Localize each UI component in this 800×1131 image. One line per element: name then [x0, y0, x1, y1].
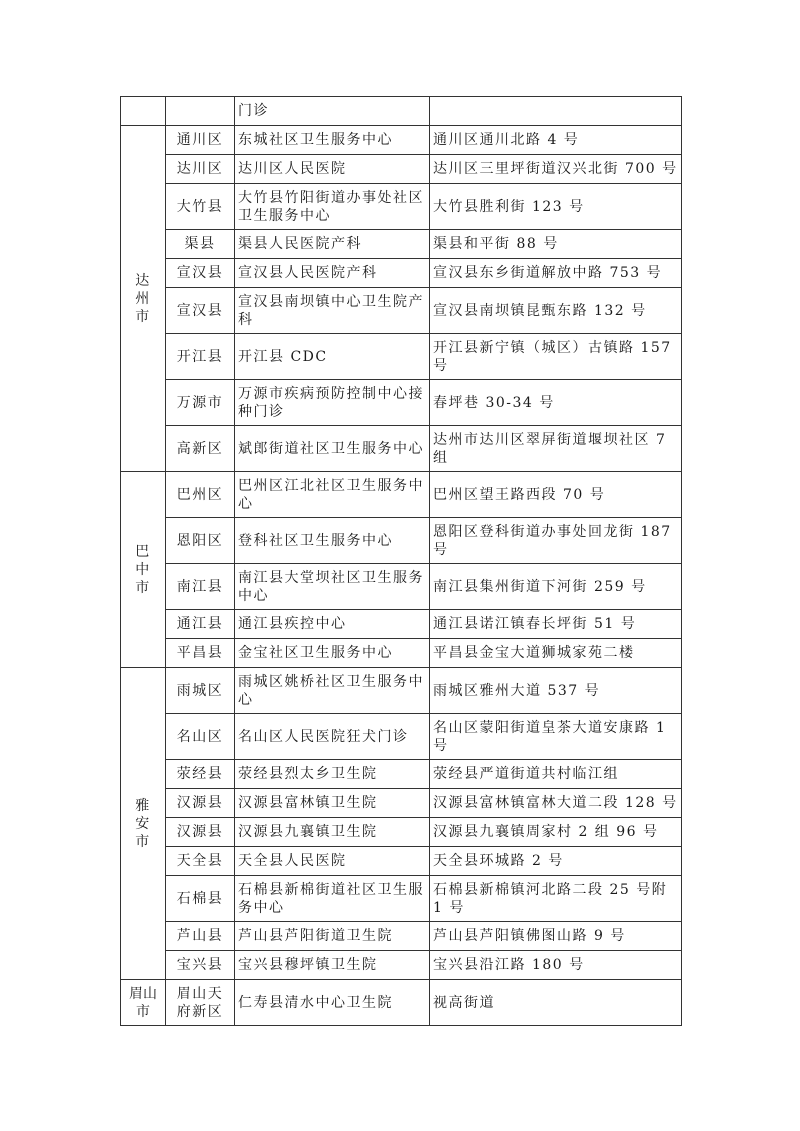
site-cell: 达川区人民医院: [235, 155, 430, 184]
city-cell-empty: [121, 97, 166, 126]
site-cell: 石棉县新棉街道社区卫生服务中心: [235, 876, 430, 922]
table-row: [121, 288, 682, 334]
district-cell: 汉源县: [166, 818, 235, 847]
address-cell: 汉源县九襄镇周家村 2 组 96 号: [430, 818, 682, 847]
district-cell: 通川区: [166, 126, 235, 155]
district-cell: 宣汉县: [166, 259, 235, 288]
district-cell: 汉源县: [166, 789, 235, 818]
district-cell: 石棉县: [166, 876, 235, 922]
city-cell-bazhong: 巴中市: [121, 472, 166, 668]
address-cell: 达川区三里坪街道汉兴北街 700 号: [430, 155, 682, 184]
district-cell-empty: [166, 97, 235, 126]
address-cell: 渠县和平街 88 号: [430, 230, 682, 259]
table-row: [121, 639, 682, 668]
site-cell: 宝兴县穆坪镇卫生院: [235, 951, 430, 980]
district-cell: 开江县: [166, 334, 235, 380]
address-cell: 宣汉县南坝镇昆甄东路 132 号: [430, 288, 682, 334]
site-cell: 芦山县芦阳街道卫生院: [235, 922, 430, 951]
table-row: [121, 259, 682, 288]
district-cell: 宝兴县: [166, 951, 235, 980]
address-cell: 通川区通川北路 4 号: [430, 126, 682, 155]
table-row: [121, 847, 682, 876]
site-cell: 渠县人民医院产科: [235, 230, 430, 259]
district-cell: 宣汉县: [166, 288, 235, 334]
site-cell: 门诊: [235, 97, 430, 126]
site-cell: 巴州区江北社区卫生服务中心: [235, 472, 430, 518]
district-cell: 芦山县: [166, 922, 235, 951]
district-cell: 眉山天府新区: [166, 980, 235, 1026]
table-row: [121, 426, 682, 472]
table-row: [121, 876, 682, 922]
district-cell: 万源市: [166, 380, 235, 426]
address-cell: 通江县诺江镇春长坪街 51 号: [430, 610, 682, 639]
site-cell: 汉源县九襄镇卫生院: [235, 818, 430, 847]
city-cell-yaan: 雅安市: [121, 668, 166, 980]
site-cell: 登科社区卫生服务中心: [235, 518, 430, 564]
address-cell: 名山区蒙阳街道皇茶大道安康路 1 号: [430, 714, 682, 760]
address-cell: 达州市达川区翠屏街道堰坝社区 7 组: [430, 426, 682, 472]
site-cell: 荥经县烈太乡卫生院: [235, 760, 430, 789]
table-row: [121, 155, 682, 184]
city-cell-meishan: 眉山市: [121, 980, 166, 1026]
site-cell: 雨城区姚桥社区卫生服务中心: [235, 668, 430, 714]
table-row: [121, 97, 682, 126]
district-cell: 南江县: [166, 564, 235, 610]
table-row: [121, 668, 682, 714]
address-cell: 南江县集州街道下河街 259 号: [430, 564, 682, 610]
site-cell: 宣汉县人民医院产科: [235, 259, 430, 288]
address-cell: 汉源县富林镇富林大道二段 128 号: [430, 789, 682, 818]
site-cell: 天全县人民医院: [235, 847, 430, 876]
table-row: [121, 818, 682, 847]
vaccination-sites-table: [120, 96, 682, 1026]
site-cell: 南江县大堂坝社区卫生服务中心: [235, 564, 430, 610]
table-row: [121, 564, 682, 610]
district-cell: 巴州区: [166, 472, 235, 518]
district-cell: 荥经县: [166, 760, 235, 789]
district-cell: 雨城区: [166, 668, 235, 714]
site-cell: 宣汉县南坝镇中心卫生院产科: [235, 288, 430, 334]
district-cell: 高新区: [166, 426, 235, 472]
site-cell: 金宝社区卫生服务中心: [235, 639, 430, 668]
address-cell: 春坪巷 30-34 号: [430, 380, 682, 426]
site-cell: 大竹县竹阳街道办事处社区卫生服务中心: [235, 184, 430, 230]
table-row: [121, 610, 682, 639]
table-row: [121, 760, 682, 789]
district-cell: 达川区: [166, 155, 235, 184]
district-cell: 平昌县: [166, 639, 235, 668]
site-cell: 名山区人民医院狂犬门诊: [235, 714, 430, 760]
table-body: [121, 97, 682, 1026]
address-cell: 开江县新宁镇（城区）古镇路 157 号: [430, 334, 682, 380]
city-cell-dazhou: 达州市: [121, 126, 166, 472]
table-row: [121, 334, 682, 380]
address-cell: 天全县环城路 2 号: [430, 847, 682, 876]
address-cell: 大竹县胜利街 123 号: [430, 184, 682, 230]
table-row: [121, 951, 682, 980]
table-row: [121, 472, 682, 518]
table-row: [121, 789, 682, 818]
address-cell: 巴州区望王路西段 70 号: [430, 472, 682, 518]
site-cell: 斌郎街道社区卫生服务中心: [235, 426, 430, 472]
address-cell: 平昌县金宝大道狮城家苑二楼: [430, 639, 682, 668]
district-cell: 大竹县: [166, 184, 235, 230]
site-cell: 汉源县富林镇卫生院: [235, 789, 430, 818]
address-cell: 芦山县芦阳镇佛图山路 9 号: [430, 922, 682, 951]
table-row: [121, 126, 682, 155]
district-cell: 通江县: [166, 610, 235, 639]
table-row: [121, 518, 682, 564]
address-cell: 恩阳区登科街道办事处回龙街 187 号: [430, 518, 682, 564]
site-cell: 东城社区卫生服务中心: [235, 126, 430, 155]
site-cell: 开江县 CDC: [235, 334, 430, 380]
address-cell: 宣汉县东乡街道解放中路 753 号: [430, 259, 682, 288]
table-row: [121, 922, 682, 951]
site-cell: 万源市疾病预防控制中心接种门诊: [235, 380, 430, 426]
table-row: [121, 980, 682, 1026]
address-cell: 视高街道: [430, 980, 682, 1026]
district-cell: 名山区: [166, 714, 235, 760]
address-cell: 石棉县新棉镇河北路二段 25 号附 1 号: [430, 876, 682, 922]
table-row: [121, 230, 682, 259]
district-cell: 恩阳区: [166, 518, 235, 564]
district-cell: 天全县: [166, 847, 235, 876]
address-cell: 荥经县严道街道共村临江组: [430, 760, 682, 789]
table-row: [121, 380, 682, 426]
address-cell: 宝兴县沿江路 180 号: [430, 951, 682, 980]
table-row: [121, 184, 682, 230]
site-cell: 仁寿县清水中心卫生院: [235, 980, 430, 1026]
address-cell: 雨城区雅州大道 537 号: [430, 668, 682, 714]
district-cell: 渠县: [166, 230, 235, 259]
table-row: [121, 714, 682, 760]
site-cell: 通江县疾控中心: [235, 610, 430, 639]
address-cell: [430, 97, 682, 126]
